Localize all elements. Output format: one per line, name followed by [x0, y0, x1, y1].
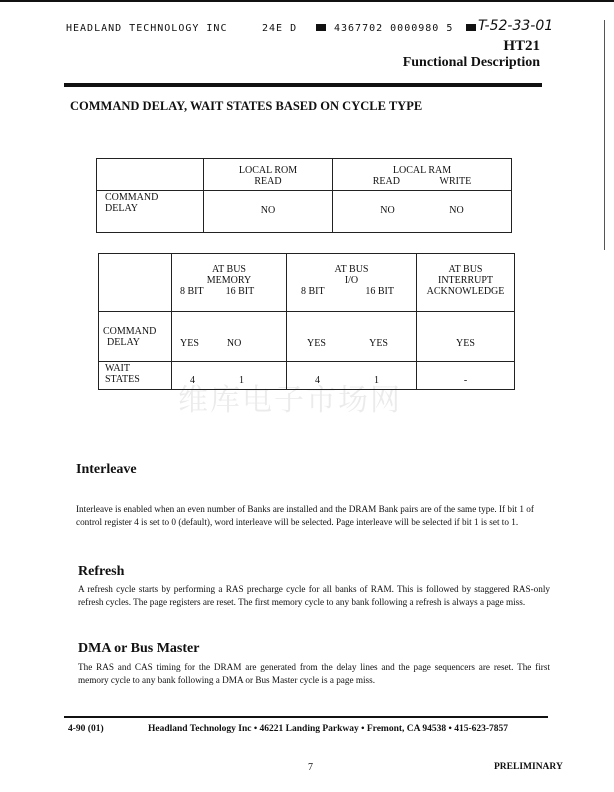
- cell: NO: [204, 191, 333, 233]
- bus-cycle-table: [98, 253, 515, 390]
- cell: NO: [226, 338, 242, 349]
- col-subheader: READ: [372, 176, 400, 187]
- cell: 1: [239, 375, 244, 386]
- row-label: COMMAND: [103, 326, 157, 337]
- cell: -: [417, 362, 515, 390]
- bit-label: 16 BIT: [225, 286, 255, 297]
- barcode-mark: [466, 24, 476, 31]
- col-subheader: WRITE: [439, 176, 472, 187]
- cell: YES: [307, 338, 326, 349]
- page-title: COMMAND DELAY, WAIT STATES BASED ON CYCLE TYPE: [70, 99, 423, 113]
- cell: YES: [369, 338, 388, 349]
- row-label: DELAY: [105, 203, 138, 214]
- cell: NO: [380, 205, 395, 216]
- footer-rule: [64, 716, 548, 718]
- bit-label: 8 BIT: [301, 286, 325, 297]
- row-label: DELAY: [107, 337, 140, 348]
- section-heading: Interleave: [76, 462, 137, 477]
- section-body: Interleave is enabled when an even number of Banks are installed and the DRAM Bank pairs are of the same type. If bit 1 of control register 4 is set to 0 (default), word interleave will be selected. Page interleave will be selected if bit 1 is set to 1.: [76, 504, 534, 527]
- product-name: HT21: [503, 38, 540, 54]
- doc-code: 24E D: [262, 23, 298, 34]
- cell: YES: [180, 338, 199, 349]
- header-rule: [64, 83, 542, 87]
- barcode-number: 4367702 0000980 5: [334, 23, 454, 34]
- cell: 4: [315, 375, 320, 386]
- row-label: WAIT: [105, 363, 130, 374]
- col-header: AT BUS: [448, 264, 483, 275]
- watermark: 维库电子市场网: [178, 384, 402, 417]
- cell: NO: [449, 205, 464, 216]
- col-header: AT BUS: [334, 264, 369, 275]
- section-body: The RAS and CAS timing for the DRAM are generated from the delay lines and the page sequencers are reset. The first memory cycle to any bank following a DMA or Bus Master cycle is a page miss.: [78, 662, 550, 685]
- bit-label: 16 BIT: [365, 286, 394, 297]
- bit-label: 8 BIT: [180, 286, 204, 297]
- col-header: AT BUS: [212, 264, 246, 275]
- barcode-mark: [316, 24, 326, 31]
- handwritten-code: T-52-33-01: [478, 18, 554, 34]
- cell: YES: [417, 312, 515, 362]
- command-delay-table: [96, 158, 512, 233]
- company-code: HEADLAND TECHNOLOGY INC: [66, 23, 228, 34]
- cell: 4: [190, 375, 195, 386]
- col-header: LOCAL RAM: [392, 165, 452, 176]
- section-heading: Refresh: [78, 564, 125, 579]
- top-edge: [0, 0, 614, 2]
- col-header: LOCAL ROM: [238, 165, 298, 176]
- col-header: READ: [254, 176, 282, 187]
- footer-address: Headland Technology Inc • 46221 Landing Parkway • Fremont, CA 94538 • 415-623-7857: [148, 724, 509, 734]
- col-header: INTERRUPT: [438, 275, 493, 286]
- row-label: COMMAND: [105, 192, 159, 203]
- col-header: ACKNOWLEDGE: [426, 286, 505, 297]
- col-header: I/O: [344, 275, 359, 286]
- col-header: MEMORY: [206, 275, 252, 286]
- page-number: 7: [308, 762, 313, 773]
- section-title: Functional Description: [402, 55, 540, 70]
- row-label: STATES: [105, 374, 140, 385]
- section-heading: DMA or Bus Master: [78, 641, 200, 656]
- scan-edge: [604, 20, 605, 250]
- section-body: A refresh cycle starts by performing a RAS precharge cycle for all banks of RAM. This is followed by staggered RAS-only refresh cycles. The page registers are reset. The first memory cycle to any bank following a refresh is always a page miss.: [78, 584, 550, 607]
- cell: 1: [374, 375, 379, 386]
- status-label: PRELIMINARY: [494, 762, 563, 772]
- footer-date: 4-90 (01): [68, 724, 104, 734]
